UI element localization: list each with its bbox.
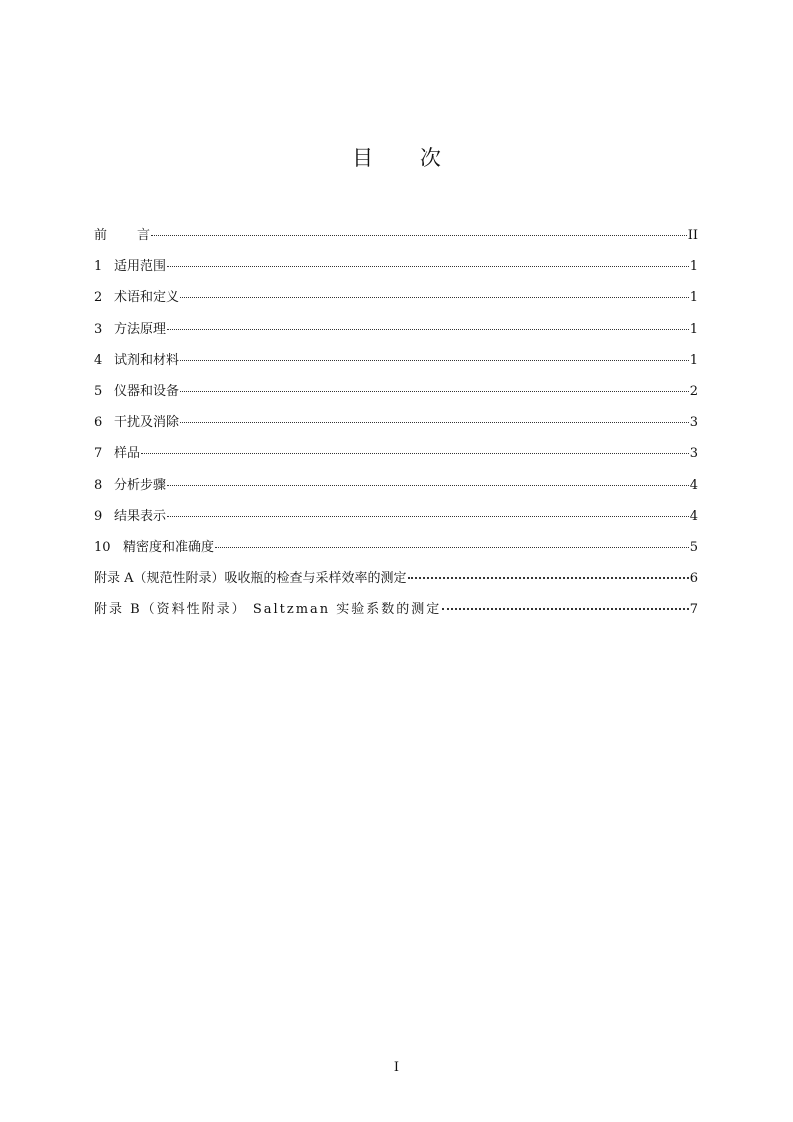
page-number: I: [393, 1060, 400, 1075]
table-of-contents: [94, 224, 698, 629]
toc-section-number: 2: [94, 290, 103, 306]
toc-page-number: 1: [689, 352, 698, 368]
toc-label: 干扰及消除: [114, 415, 180, 431]
toc-label: [94, 224, 150, 243]
toc-leader: [180, 360, 689, 361]
toc-entry-1[interactable]: [94, 255, 698, 286]
toc-page-number: 1: [689, 321, 698, 337]
toc-page-number: 6: [689, 571, 698, 587]
toc-leader: [180, 297, 689, 298]
toc-leader: [167, 485, 689, 486]
toc-page-number: 4: [689, 477, 698, 493]
toc-page-number: 1: [689, 259, 698, 275]
toc-leader: [167, 329, 689, 330]
toc-entry-6[interactable]: [94, 411, 698, 442]
toc-section-number: 10: [94, 539, 111, 555]
toc-label: 附录 A（规范性附录）吸收瓶的检查与采样效率的测定: [94, 571, 407, 587]
toc-section-number: 8: [94, 477, 103, 493]
toc-section-number: 5: [94, 383, 103, 399]
toc-section-number: 6: [94, 415, 103, 431]
toc-section-number: 7: [94, 446, 103, 462]
toc-entry-appendix-a[interactable]: [94, 567, 698, 598]
toc-entry-10[interactable]: [94, 536, 698, 567]
toc-label: 方法原理: [114, 321, 167, 337]
toc-label: 精密度和准确度: [123, 539, 215, 555]
toc-entry-4[interactable]: [94, 349, 698, 380]
toc-page-number: 5: [689, 539, 698, 555]
toc-label: 试剂和材料: [114, 352, 180, 368]
toc-label: 样品: [114, 446, 141, 462]
toc-page-number: 2: [689, 383, 698, 399]
toc-leader: [141, 453, 689, 454]
toc-section-number: 1: [94, 259, 103, 275]
toc-entry-8[interactable]: [94, 474, 698, 505]
page-title: 目 次: [352, 146, 461, 170]
toc-section-number: 4: [94, 352, 103, 368]
toc-leader: [167, 516, 689, 517]
toc-leader: [442, 608, 688, 610]
toc-page-number: II: [687, 228, 698, 243]
toc-page-number: 3: [689, 446, 698, 462]
toc-entry-9[interactable]: [94, 505, 698, 536]
toc-leader: [180, 422, 689, 423]
toc-label: 适用范围: [114, 259, 167, 275]
toc-entry-2[interactable]: [94, 286, 698, 317]
toc-entry-appendix-b[interactable]: [94, 598, 698, 629]
toc-page-number: 3: [689, 415, 698, 431]
toc-entry-preface[interactable]: [94, 224, 698, 255]
toc-leader: [215, 547, 689, 548]
toc-label: 术语和定义: [114, 290, 180, 306]
toc-leader: [180, 391, 689, 392]
toc-page-number: 4: [689, 508, 698, 524]
toc-leader: [151, 235, 687, 236]
toc-page-number: 1: [689, 290, 698, 306]
toc-entry-3[interactable]: [94, 318, 698, 349]
toc-section-number: 3: [94, 321, 103, 337]
toc-label-part: 言: [137, 228, 151, 243]
toc-section-number: 9: [94, 508, 103, 524]
toc-label: 附录 B（资料性附录） Saltzman 实验系数的测定: [94, 602, 442, 618]
toc-label: 分析步骤: [114, 477, 167, 493]
toc-label: 结果表示: [114, 508, 167, 524]
toc-page-number: 7: [689, 602, 698, 618]
toc-label: 仪器和设备: [114, 383, 180, 399]
toc-entry-5[interactable]: [94, 380, 698, 411]
toc-label-part: 前: [94, 228, 108, 243]
toc-leader: [167, 266, 689, 267]
toc-leader: [408, 577, 689, 579]
toc-entry-7[interactable]: [94, 442, 698, 473]
